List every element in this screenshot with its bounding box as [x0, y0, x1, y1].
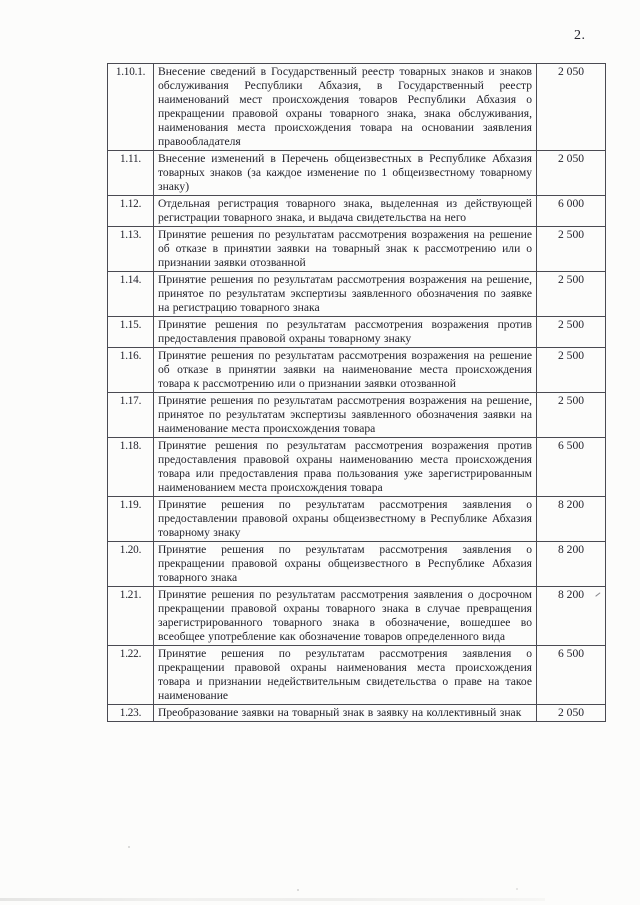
row-number-cell: 1.19.	[108, 497, 154, 542]
scan-speck	[516, 888, 518, 890]
row-number-cell: 1.21.	[108, 587, 154, 646]
row-description-cell: Принятие решения по результатам рассмотрения заявления о прекращении правовой охраны общеизвестного в Республике Абхазия товарного знака	[154, 542, 537, 587]
table-row	[108, 64, 606, 151]
row-number-cell: 1.18.	[108, 438, 154, 497]
table-row	[108, 497, 606, 542]
row-fee-cell: 6 500	[537, 438, 606, 497]
row-description-cell: Принятие решения по результатам рассмотрения возражения на решение, принятое по результатам экспертизы заявленного обозначения по заявке на регистрацию товарного знака	[154, 272, 537, 317]
row-description-cell: Принятие решения по результатам рассмотрения возражения на решение, принятое по результатам экспертизы заявленного обозначения заявки на наименование места происхождения товара	[154, 393, 537, 438]
row-description-cell: Принятие решения по результатам рассмотрения возражения против предоставления правовой охраны наименованию места происхождения товара или предоставления права пользования уже зарегистрированным наименованием места происхождения товара	[154, 438, 537, 497]
row-number-cell: 1.10.1.	[108, 64, 154, 151]
row-fee-cell: 2 500	[537, 348, 606, 393]
row-description-cell: Принятие решения по результатам рассмотрения заявления о досрочном прекращении правовой охраны товарного знака в случае превращения зарегистрированного товарного знака в обозначение, вошедшее во всеобщее употребление как обозначение товаров определенного вида	[154, 587, 537, 646]
row-fee-cell: 6 000	[537, 196, 606, 227]
row-number-cell: 1.16.	[108, 348, 154, 393]
fee-table-body	[108, 64, 606, 722]
row-fee-cell: 8 200	[537, 587, 606, 646]
row-number-cell: 1.17.	[108, 393, 154, 438]
row-fee-cell: 6 500	[537, 646, 606, 705]
row-number-cell: 1.15.	[108, 317, 154, 348]
row-fee-cell: 2 500	[537, 317, 606, 348]
scan-smudge-artifact	[0, 898, 545, 901]
table-row	[108, 587, 606, 646]
row-description-cell: Принятие решения по результатам рассмотрения возражения против предоставления правовой охраны товарному знаку	[154, 317, 537, 348]
scan-speck	[297, 889, 299, 891]
row-fee-cell: 8 200	[537, 542, 606, 587]
row-number-cell: 1.22.	[108, 646, 154, 705]
table-row	[108, 227, 606, 272]
table-row	[108, 438, 606, 497]
table-row	[108, 272, 606, 317]
row-fee-cell: 2 050	[537, 705, 606, 722]
row-description-cell: Принятие решения по результатам рассмотрения заявления о предоставлении правовой охраны общеизвестному в Республике Абхазия товарному знаку	[154, 497, 537, 542]
row-description-cell: Внесение сведений в Государственный реестр товарных знаков и знаков обслуживания Республики Абхазия, в Государственный реестр наименований мест происхождения товаров Республики Абхазия о прекращении правовой охраны товарного знака, знака обслуживания, наименования места происхождения товара на основании заявления правообладателя	[154, 64, 537, 151]
table-row	[108, 348, 606, 393]
table-row	[108, 542, 606, 587]
page-number: 2.	[574, 28, 586, 43]
fee-table	[107, 63, 606, 722]
table-row	[108, 705, 606, 722]
row-number-cell: 1.12.	[108, 196, 154, 227]
row-fee-cell: 2 050	[537, 64, 606, 151]
row-description-cell: Отдельная регистрация товарного знака, выделенная из действующей регистрации товарного знака, и выдача свидетельства на него	[154, 196, 537, 227]
row-number-cell: 1.20.	[108, 542, 154, 587]
row-description-cell: Преобразование заявки на товарный знак в заявку на коллективный знак	[154, 705, 537, 722]
row-number-cell: 1.23.	[108, 705, 154, 722]
row-fee-cell: 8 200	[537, 497, 606, 542]
row-fee-cell: 2 500	[537, 227, 606, 272]
table-row	[108, 196, 606, 227]
table-row	[108, 151, 606, 196]
row-fee-cell: 2 050	[537, 151, 606, 196]
row-number-cell: 1.13.	[108, 227, 154, 272]
row-description-cell: Принятие решения по результатам рассмотрения возражения на решение об отказе в принятии заявки на наименование места происхождения товара к рассмотрению или о признании заявки отозванной	[154, 348, 537, 393]
row-description-cell: Принятие решения по результатам рассмотрения возражения на решение об отказе в принятии заявки на товарный знак к рассмотрению или о признании заявки отозванной	[154, 227, 537, 272]
row-description-cell: Внесение изменений в Перечень общеизвестных в Республике Абхазия товарных знаков (за каждое изменение по 1 общеизвестному товарному знаку)	[154, 151, 537, 196]
table-row	[108, 317, 606, 348]
row-description-cell: Принятие решения по результатам рассмотрения заявления о прекращении правовой охраны наименования места происхождения товара и признании недействительным свидетельства о праве на такое наименование	[154, 646, 537, 705]
table-row	[108, 393, 606, 438]
row-fee-cell: 2 500	[537, 393, 606, 438]
scan-speck	[128, 846, 130, 848]
table-row	[108, 646, 606, 705]
row-fee-cell: 2 500	[537, 272, 606, 317]
row-number-cell: 1.11.	[108, 151, 154, 196]
row-number-cell: 1.14.	[108, 272, 154, 317]
